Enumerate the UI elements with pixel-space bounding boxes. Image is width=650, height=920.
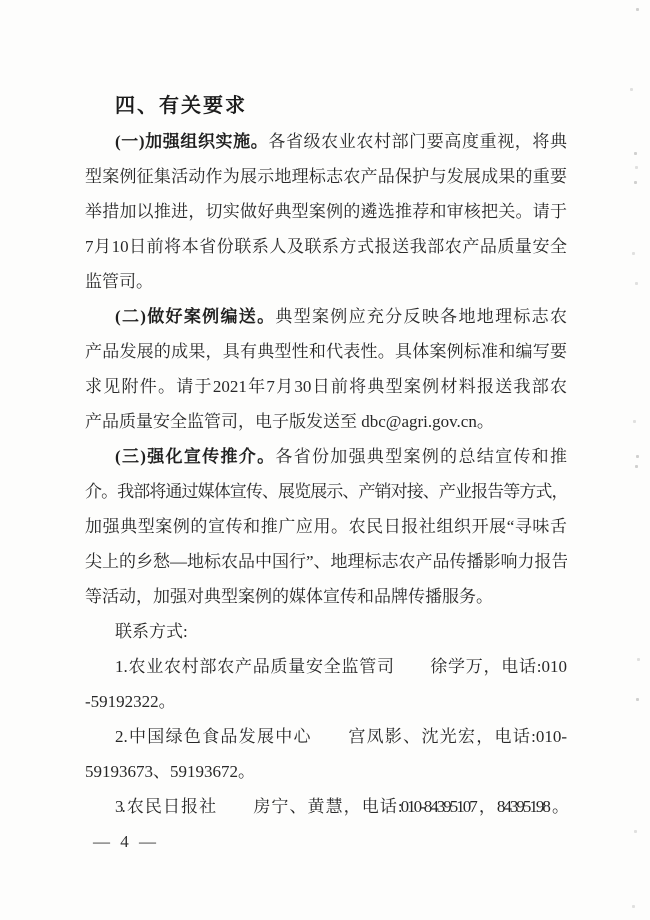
text-line: 举措加以推进，切实做好典型案例的遴选推荐和审核把关。请于	[85, 202, 567, 221]
text-line: 7月10日前将本省份联系人及联系方式报送我部农产品质量安全	[85, 237, 567, 256]
scan-artifact	[635, 465, 638, 468]
contact-line: -59192322。	[85, 692, 176, 711]
text-line: 型案例征集活动作为展示地理标志农产品保护与发展成果的重要	[85, 167, 567, 186]
line-text: 典型案例应充分反映各地地理标志农	[275, 307, 567, 326]
text-line: 等活动，加强对典型案例的媒体宣传和品牌传播服务。	[85, 587, 493, 606]
paragraph-lead: (一)加强组织实施。	[115, 132, 269, 151]
line-text: 各省级农业农村部门要高度重视，将典	[268, 132, 567, 151]
text-line: 产品质量安全监管司，电子版发送至 dbc@agri.gov.cn。	[85, 412, 494, 431]
scan-artifact	[635, 282, 638, 285]
scan-artifact	[637, 658, 640, 661]
scan-artifact	[632, 905, 635, 908]
text-line	[85, 299, 567, 334]
contact-line: 1.农业农村部农产品质量安全监管司 徐学万，电话:010	[115, 657, 567, 676]
text-line: 求见附件。请于2021年7月30日前将典型案例材料报送我部农	[85, 377, 567, 396]
text-line: 加强典型案例的宣传和推广应用。农民日报社组织开展“寻味舌	[85, 517, 567, 536]
text-line: 尖上的乡愁—地标农品中国行”、地理标志农产品传播影响力报告	[85, 552, 567, 571]
scan-artifact	[635, 166, 638, 169]
contact-heading: 联系方式:	[115, 622, 188, 641]
scan-artifact	[634, 830, 637, 833]
text-line: 监管司。	[85, 272, 153, 291]
page-number: — 4 —	[93, 832, 159, 851]
scan-artifact	[636, 455, 639, 458]
scan-artifact	[633, 420, 636, 423]
paragraph-lead: (二)做好案例编送。	[115, 307, 276, 326]
paragraph-lead: (三)强化宣传推介。	[115, 447, 276, 466]
scan-artifact	[634, 152, 637, 155]
text-line	[85, 439, 567, 474]
contact-line: 3.农民日报社 房宁、黄慧，电话:010-84395107，84395198。	[115, 797, 567, 816]
document-body	[85, 89, 567, 859]
contact-line: 59193673、59193672。	[85, 762, 255, 781]
text-line	[85, 124, 567, 159]
scan-artifact	[636, 8, 639, 11]
scan-artifact	[632, 252, 635, 255]
scan-artifact	[630, 88, 633, 91]
section-heading: 四、有关要求	[115, 95, 247, 117]
scan-artifact	[634, 181, 637, 184]
contact-line: 2.中国绿色食品发展中心 宫凤影、沈光宏，电话:010-	[115, 727, 567, 746]
text-line: 产品发展的成果，具有典型性和代表性。具体案例标准和编写要	[85, 342, 567, 361]
text-line: 介。我部将通过媒体宣传、展览展示、产销对接、产业报告等方式，	[85, 482, 567, 501]
scan-artifact	[636, 698, 639, 701]
line-text: 各省份加强典型案例的总结宣传和推	[275, 447, 567, 466]
